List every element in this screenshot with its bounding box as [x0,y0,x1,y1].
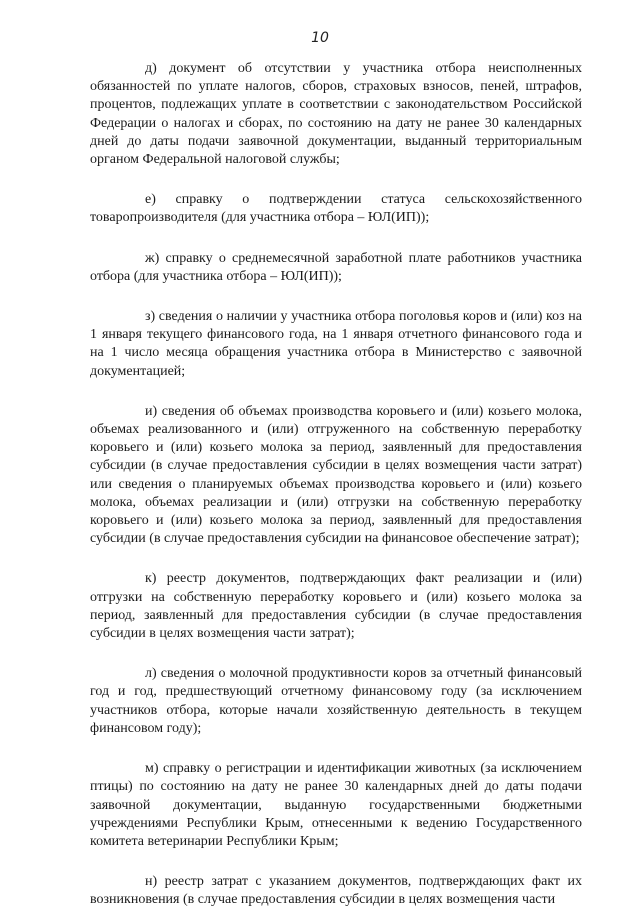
paragraph-d: д) документ об отсутствии у участника отбора неисполненных обязанностей по уплате налогов, сборов, страховых взносов, пеней, штрафов, процентов, подлежащих уплате в соответствии с законодательством Российской Федерации о налогах и сборах, по состоянию на дату не ранее 30 календарных дней до даты подачи заявочной документации, выданный территориальным органом Федеральной налоговой службы; [90,61,582,168]
paragraph-m: м) справку о регистрации и идентификации животных (за исключением птицы) по состоянию на дату не ранее 30 календарных дней до даты подачи заявочной документации, выданную государственными бюджетными учреждениями Республики Крым, отнесенными к ведению Государственного комитета ветеринарии Республики Крым; [90,761,582,849]
paragraph-z: з) сведения о наличии у участника отбора поголовья коров и (или) коз на 1 января текущего финансового года, на 1 января отчетного финансового года и на 1 число месяца обращения участника отбора в Министерство с заявочной документацией; [90,309,582,379]
paragraph-i: и) сведения об объемах производства коровьего и (или) козьего молока, объемах реализованного и (или) отгруженного на собственную переработку коровьего и (или) козьего молока за период, заявленный для предоставления субсидии (в случае предоставления субсидии в целях возмещения части затрат) или сведения о планируемых объемах производства коровьего и (или) козьего молока, объемах реализации и (или) отгрузки на собственную переработку коровьего и (или) козьего молока за период, заявленный для предоставления субсидии (в случае предоставления субсидии на финансовое обеспечение затрат); [90,403,582,547]
page-number: 10 [311,30,329,46]
paragraph-e: е) справку о подтверждении статуса сельскохозяйственного товаропроизводителя (для участника отбора – ЮЛ(ИП)); [90,192,582,226]
document-body [90,60,582,910]
paragraph-l: л) сведения о молочной продуктивности коров за отчетный финансовый год и год, предшествующий отчетному финансовому году (за исключением участников отбора, которые начали хозяйственную деятельность в текущем финансовом году); [90,666,582,736]
paragraph-zh: ж) справку о среднемесячной заработной плате работников участника отбора (для участника отбора – ЮЛ(ИП)); [90,250,582,284]
paragraph-n: н) реестр затрат с указанием документов, подтверждающих факт их возникновения (в случае предоставления субсидии в целях возмещения части [90,874,582,908]
paragraph-k: к) реестр документов, подтверждающих факт реализации и (или) отгрузки на собственную переработку коровьего и (или) козьего молока за период, заявленный для предоставления субсидии (в случае предоставления субсидии в целях возмещения части затрат); [90,571,582,642]
